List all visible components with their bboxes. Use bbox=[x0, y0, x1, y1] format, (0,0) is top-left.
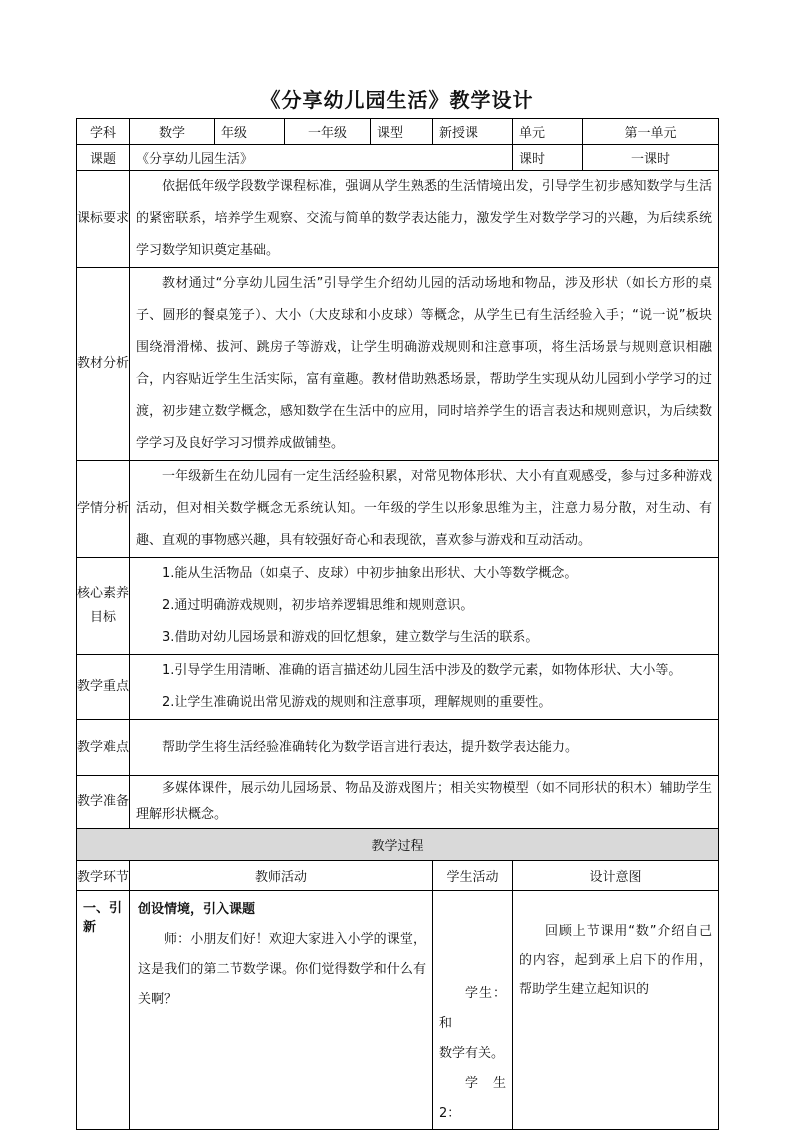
column-student: 学生活动 bbox=[433, 861, 513, 891]
difficulties-text: 帮助学生将生活经验准确转化为数学语言进行表达，提升数学表达能力。 bbox=[130, 720, 719, 776]
key-point-item: 2.让学生准确说出常见游戏的规则和注意事项，理解规则的重要性。 bbox=[162, 695, 552, 710]
hours-value: 一课时 bbox=[583, 145, 719, 171]
topic-value: 《分享幼儿园生活》 bbox=[130, 145, 513, 171]
standards-row bbox=[77, 171, 719, 268]
column-teacher: 教师活动 bbox=[130, 861, 433, 891]
grade-value: 一年级 bbox=[285, 119, 371, 145]
standards-label: 课标要求 bbox=[77, 171, 130, 268]
textbook-text: 教材通过“分享幼儿园生活”引导学生介绍幼儿园的活动场地和物品，涉及形状（如长方形的桌子、圆形的餐桌笼子）、大小（大皮球和小皮球）等概念，从学生已有生活经验入手；“说一说”板块围绕滑滑梯、拔河、跳房子等游戏，让学生明确游戏规则和注意事项，将生活场景与规则意识相融合，内容贴近学生生活实际，富有童趣。教材借助熟悉场景，帮助学生实现从幼儿园到小学学习的过渡，初步建立数学概念，感知数学在生活中的应用，同时培养学生的语言表达和规则意识，为后续数学学习及良好学习习惯养成做铺垫。 bbox=[130, 268, 719, 461]
preparation-row bbox=[77, 776, 719, 829]
objectives-list bbox=[130, 558, 719, 655]
unit-label: 单元 bbox=[513, 119, 583, 145]
preparation-label: 教学准备 bbox=[77, 776, 130, 829]
student-line: 学生：和 bbox=[439, 986, 506, 1031]
document-title: 《分享幼儿园生活》教学设计 bbox=[260, 88, 534, 112]
process-header-row bbox=[77, 829, 719, 861]
topic-row bbox=[77, 145, 719, 171]
student-line: 学生 2： bbox=[439, 1076, 506, 1121]
objectives-label: 核心素养目标 bbox=[77, 558, 130, 655]
type-value: 新授课 bbox=[433, 119, 513, 145]
key-points-row bbox=[77, 655, 719, 720]
key-points-label: 教学重点 bbox=[77, 655, 130, 720]
stage-name: 一、引新 bbox=[77, 891, 130, 1130]
objective-item: 1.能从生活物品（如桌子、皮球）中初步抽象出形状、大小等数学概念。 bbox=[162, 566, 578, 581]
topic-label: 课题 bbox=[77, 145, 130, 171]
student-line: 数学有关。 bbox=[439, 1046, 505, 1061]
process-header: 教学过程 bbox=[77, 829, 719, 861]
process-row bbox=[77, 891, 719, 1130]
column-stage: 教学环节 bbox=[77, 861, 130, 891]
textbook-label: 教材分析 bbox=[77, 268, 130, 461]
preparation-text: 多媒体课件，展示幼儿园场景、物品及游戏图片；相关实物模型（如不同形状的积木）辅助学生理解形状概念。 bbox=[130, 776, 719, 829]
textbook-row bbox=[77, 268, 719, 461]
process-columns-row bbox=[77, 861, 719, 891]
grade-label: 年级 bbox=[215, 119, 285, 145]
difficulties-label: 教学难点 bbox=[77, 720, 130, 776]
hours-label: 课时 bbox=[513, 145, 583, 171]
teacher-text: 师：小朋友们好！欢迎大家进入小学的课堂，这是我们的第二节数学课。你们觉得数学和什么有关啊？ bbox=[138, 932, 426, 1007]
design-intent bbox=[513, 891, 719, 1130]
column-intent: 设计意图 bbox=[513, 861, 719, 891]
objectives-row bbox=[77, 558, 719, 655]
key-point-item: 1.引导学生用清晰、准确的语言描述幼儿园生活中涉及的数学元素，如物体形状、大小等。 bbox=[162, 663, 682, 678]
stage-subtitle: 创设情境，引入课题 bbox=[138, 902, 256, 917]
key-points-list bbox=[130, 655, 719, 720]
type-label: 课型 bbox=[371, 119, 433, 145]
learners-row bbox=[77, 461, 719, 558]
learners-label: 学情分析 bbox=[77, 461, 130, 558]
info-row bbox=[77, 119, 719, 145]
lesson-plan-table bbox=[76, 118, 719, 1130]
learners-text: 一年级新生在幼儿园有一定生活经验积累，对常见物体形状、大小有直观感受，参与过多种游戏活动，但对相关数学概念无系统认知。一年级的学生以形象思维为主，注意力易分散，对生动、有趣、直观的事物感兴趣，具有较强好奇心和表现欲，喜欢参与游戏和互动活动。 bbox=[130, 461, 719, 558]
objective-item: 3.借助对幼儿园场景和游戏的回忆想象，建立数学与生活的联系。 bbox=[162, 630, 539, 645]
standards-text: 依据低年级学段数学课程标准，强调从学生熟悉的生活情境出发，引导学生初步感知数学与生活的紧密联系，培养学生观察、交流与简单的数学表达能力，激发学生对数学学习的兴趣，为后续系统学习数学知识奠定基础。 bbox=[130, 171, 719, 268]
difficulties-row bbox=[77, 720, 719, 776]
teacher-activity bbox=[130, 891, 433, 1130]
objective-item: 2.通过明确游戏规则，初步培养逻辑思维和规则意识。 bbox=[162, 598, 474, 613]
intent-text: 回顾上节课用“数”介绍自己的内容，起到承上启下的作用，帮助学生建立起知识的 bbox=[519, 924, 713, 997]
student-activity bbox=[433, 891, 513, 1130]
unit-value: 第一单元 bbox=[583, 119, 719, 145]
subject-label: 学科 bbox=[77, 119, 130, 145]
subject-value: 数学 bbox=[130, 119, 215, 145]
